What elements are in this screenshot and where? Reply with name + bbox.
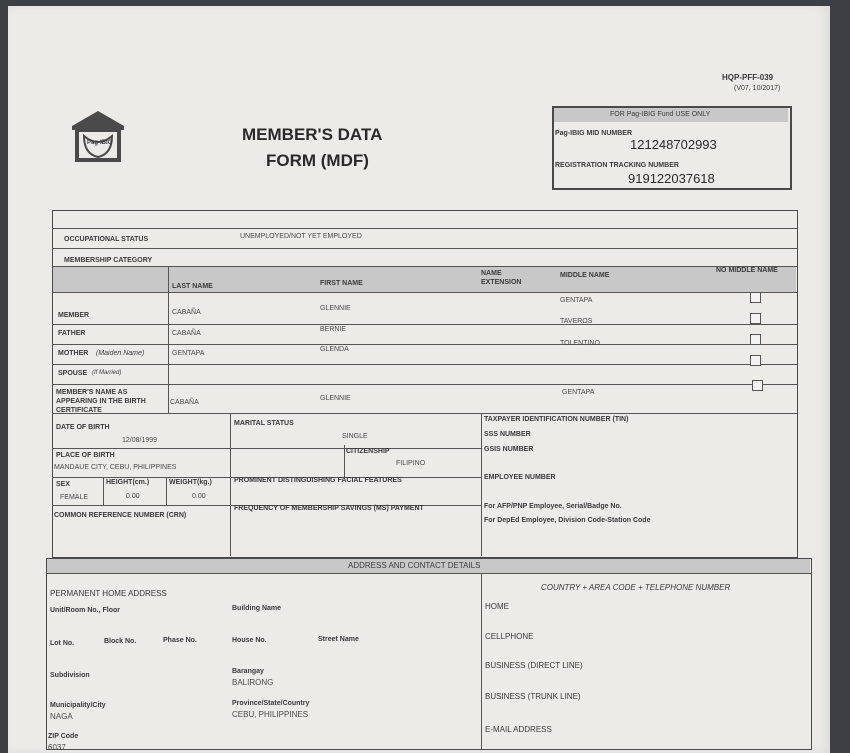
- municipality-value: NAGA: [50, 712, 73, 721]
- no-middle-name-header: NO MIDDLE NAME: [716, 267, 778, 274]
- rtn-value: 919122037618: [628, 171, 715, 186]
- province-label: Province/State/Country: [232, 700, 310, 707]
- form-title-line1: MEMBER'S DATA: [242, 125, 383, 144]
- father-last-name: CABAÑA: [172, 330, 201, 337]
- zip-label: ZIP Code: [48, 733, 79, 740]
- afp-pnp-label: For AFP/PNP Employee, Serial/Badge No.: [484, 503, 622, 510]
- dob-value: 12/08/1999: [122, 437, 158, 444]
- member-middle-name: GENTAPA: [560, 297, 593, 304]
- no-middle-checkbox-father[interactable]: [750, 313, 761, 324]
- name-table-header-bg: [53, 267, 796, 292]
- weight-value: 0.00: [192, 493, 206, 500]
- dob-label: DATE OF BIRTH: [56, 424, 110, 431]
- pob-value: MANDAUE CITY, CEBU, PHILIPPINES: [54, 464, 177, 471]
- sex-value: FEMALE: [60, 494, 89, 501]
- mother-last-name: GENTAPA: [172, 350, 205, 357]
- building-name-label: Building Name: [232, 605, 282, 612]
- birth-cert-label-3: CERTIFICATE: [56, 407, 102, 414]
- no-middle-checkbox-spouse[interactable]: [750, 355, 761, 366]
- no-middle-checkbox-member[interactable]: [750, 292, 761, 303]
- municipality-label: Municipality/City: [50, 702, 106, 709]
- ms-frequency-label: FREQUENCY OF MEMBERSHIP SAVINGS (MS) PAYMENT: [234, 505, 424, 512]
- marital-status-label: MARITAL STATUS: [234, 420, 294, 427]
- birth-cert-middle-name: GENTAPA: [562, 389, 595, 396]
- birth-cert-label-1: MEMBER'S NAME AS: [56, 389, 128, 396]
- barangay-label: Barangay: [232, 668, 264, 675]
- province-value: CEBU, PHILIPPINES: [232, 710, 309, 719]
- middle-name-header: MIDDLE NAME: [560, 272, 610, 279]
- pagibig-logo: [68, 108, 128, 166]
- member-last-name: CABAÑA: [172, 309, 201, 316]
- height-label: HEIGHT(cm.): [106, 479, 150, 486]
- mother-row-label: MOTHER: [58, 350, 89, 357]
- address-section-title: ADDRESS AND CONTACT DETAILS: [348, 561, 481, 570]
- spouse-row-label: SPOUSE: [58, 370, 88, 377]
- mother-middle-name: TOLENTINO: [560, 340, 600, 347]
- deped-label: For DepEd Employee, Division Code-Station Code: [484, 517, 651, 524]
- member-first-name: GLENNIE: [320, 305, 351, 312]
- membership-category-label: MEMBERSHIP CATEGORY: [64, 257, 153, 264]
- crn-label: COMMON REFERENCE NUMBER (CRN): [54, 512, 187, 519]
- lot-no-label: Lot No.: [50, 640, 75, 647]
- last-name-header: LAST NAME: [172, 283, 213, 290]
- house-no-label: House No.: [232, 637, 267, 644]
- gsis-label: GSIS NUMBER: [484, 446, 534, 453]
- street-name-label: Street Name: [318, 636, 359, 643]
- email-label: E-MAIL ADDRESS: [485, 725, 552, 734]
- weight-label: WEIGHT(kg.): [169, 479, 212, 486]
- house-logo-icon: [68, 108, 128, 166]
- subdivision-label: Subdivision: [50, 672, 90, 679]
- first-name-header: FIRST NAME: [320, 280, 363, 287]
- member-row-label: MEMBER: [58, 312, 90, 319]
- telephone-header: COUNTRY + AREA CODE + TELEPHONE NUMBER: [541, 583, 731, 592]
- permanent-address-label: PERMANENT HOME ADDRESS: [50, 589, 167, 598]
- cellphone-label: CELLPHONE: [485, 632, 534, 641]
- mother-row-note: (Maiden Name): [96, 350, 145, 357]
- sss-label: SSS NUMBER: [484, 431, 531, 438]
- phase-no-label: Phase No.: [163, 637, 197, 644]
- logo-text: Pag-IBIG: [87, 140, 113, 146]
- spouse-row-note: (If Married): [92, 370, 122, 376]
- occupational-status-value: UNEMPLOYED/NOT YET EMPLOYED: [240, 233, 362, 240]
- pob-label: PLACE OF BIRTH: [56, 452, 115, 459]
- name-extension-header-1: NAME: [481, 270, 502, 277]
- father-first-name: BERNIE: [320, 326, 347, 333]
- mid-value: 121248702993: [630, 137, 717, 152]
- sex-label: SEX: [56, 481, 71, 488]
- facial-features-label: PROMINENT DISTINGUISHING FACIAL FEATURES: [234, 477, 402, 484]
- rtn-label: REGISTRATION TRACKING NUMBER: [555, 162, 679, 169]
- business-direct-label: BUSINESS (DIRECT LINE): [485, 661, 583, 670]
- mid-label: Pag-IBIG MID NUMBER: [555, 130, 632, 137]
- mother-first-name: GLENDA: [320, 346, 349, 353]
- fund-box-header: FOR Pag-IBIG Fund USE ONLY: [610, 111, 711, 118]
- height-value: 0.00: [126, 493, 140, 500]
- citizenship-label: CITIZENSHIP: [346, 448, 390, 455]
- occupational-status-label: OCCUPATIONAL STATUS: [64, 236, 149, 243]
- father-middle-name: TAVEROS: [560, 318, 593, 325]
- name-extension-header-2: EXTENSION: [481, 279, 522, 286]
- birth-cert-first-name: GLENNIE: [320, 395, 351, 402]
- form-version: (V07, 10/2017): [734, 85, 781, 92]
- form-title-line2: FORM (MDF): [266, 151, 369, 170]
- tin-label: TAXPAYER IDENTIFICATION NUMBER (TIN): [484, 416, 629, 423]
- zip-value: 6037: [48, 743, 66, 752]
- business-trunk-label: BUSINESS (TRUNK LINE): [485, 692, 581, 701]
- form-code: HQP-PFF-039: [722, 73, 774, 82]
- employee-number-label: EMPLOYEE NUMBER: [484, 474, 556, 481]
- home-phone-label: HOME: [485, 602, 509, 611]
- father-row-label: FATHER: [58, 330, 86, 337]
- marital-status-value: SINGLE: [342, 433, 368, 440]
- no-middle-checkbox-birth-cert[interactable]: [752, 380, 763, 391]
- citizenship-value: FILIPINO: [396, 460, 426, 467]
- barangay-value: BALIRONG: [232, 678, 274, 687]
- no-middle-checkbox-mother[interactable]: [750, 334, 761, 345]
- block-no-label: Block No.: [104, 638, 137, 645]
- unit-room-label: Unit/Room No., Floor: [50, 607, 120, 614]
- birth-cert-last-name: CABAÑA: [170, 399, 199, 406]
- birth-cert-label-2: APPEARING IN THE BIRTH: [56, 398, 146, 405]
